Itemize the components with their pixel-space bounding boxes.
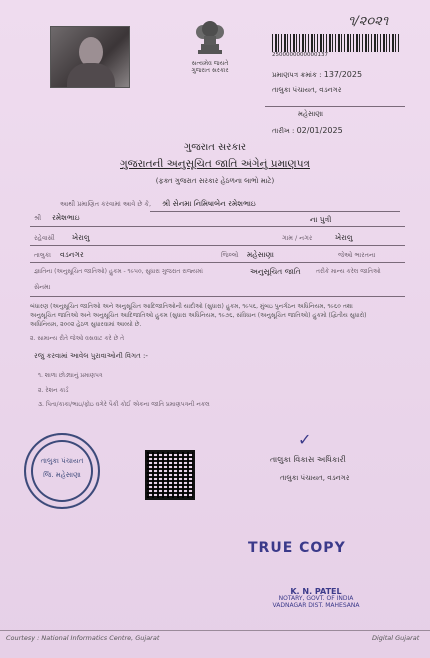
caste-suffix: તરીકે માન્ય કરેલ જાતિઓ	[316, 268, 381, 275]
caste-name: સેનમા	[34, 283, 51, 291]
father-name: રમેશભાઇ	[52, 213, 80, 222]
basis-item-2: ૨. રેશન કાર્ડ	[38, 387, 69, 394]
taluka-label: તાલુકા	[34, 251, 51, 259]
intro-text: આથી પ્રમાણિત કરવામાં આવે છે કે,	[60, 200, 152, 208]
emblem-caption: સત્યમેવ જયતે ગુજરાત સરકાર	[191, 60, 229, 74]
basis-heading: રજુ કરવામાં આવેલ પુરાવાઓની વિગત :-	[34, 352, 148, 360]
village-value: ખેરાલુ	[335, 233, 353, 242]
basis-item-1: ૧. શાળા છોડ્યાનું પ્રમાણપત્ર	[38, 372, 103, 379]
taluka-value: વડનગર	[60, 250, 84, 259]
signatory-office: તાલુકા પંચાયત, વડનગર	[280, 474, 350, 482]
barcode-number: 2500000000000137	[272, 52, 328, 58]
notary-stamp: K. N. PATEL NOTARY, GOVT. OF INDIA VADNAGAR DIST. MAHESANA	[272, 587, 360, 609]
issuing-office: તાલુકા પંચાયત, વડનગર	[272, 86, 342, 94]
father-label: શ્રી	[34, 214, 42, 222]
footer-digital-gujarat: Digital Gujarat	[372, 634, 420, 642]
applicant-name: શ્રી સેનમા નિમિષાબેન રમેશભાઇ	[162, 199, 256, 208]
certificate-number: પ્રમાણપત્ર ક્રમાંક : 137/2025	[272, 70, 363, 79]
qr-code	[145, 450, 195, 500]
govt-title: ગુજરાત સરકાર	[183, 142, 247, 153]
district-value: મહેસાણા	[247, 250, 274, 259]
caste-line: જ્ઞાતિના (અનુસૂચિત જાતિઓ) હુકમ - ૧૯૫૦, સુધારા ગુજરાત રાજ્યમાં	[34, 268, 203, 275]
signature-mark: ✓	[298, 430, 312, 449]
residence-line: ૨. સામાન્ય રીતે જેઓ વસવાટ કરે છે તે	[30, 335, 125, 342]
true-copy-stamp: TRUE COPY	[248, 540, 346, 556]
barcode	[272, 34, 400, 52]
residence-value: ખેરાલુ	[72, 233, 90, 242]
header-district: મહેસાણા	[298, 110, 324, 118]
applicant-photo	[50, 26, 130, 88]
certificate-subtitle: (ફક્ત ગુજરાત સરકાર હેઠળના લાભો માટે)	[155, 177, 275, 185]
legal-paragraph: બંધારણ (અનુસૂચિત જાતિઓ અને અનુસૂચિત આદિજાતિઓની યાદીઓ (સુધારા) હુકમ, ૧૯૫૬, મુંબઇ પુનર્ગઠન અધિનિયમ, ૧૯૬૦ તથા અનુસૂચિત જાતિઓ અને અનુસૂચિત આદિજાતિઓ હુકમ (સુધારા અધિનિયમ, ૧૯૭૬, સંવિધાન (અનુસૂચિત જાતિઓ) હુકમો (દ્વિતીય સુધારો) અધિનિયમ, ૨૦૦૨ હેઠળ સુધારવામાં આવ્યો છે.	[30, 303, 367, 328]
relation-label: ના પુત્રી	[310, 215, 332, 224]
village-label: ગામ / નગર	[282, 234, 313, 242]
issue-date: તારીખ : 02/01/2025	[272, 126, 343, 135]
district-label: જિલ્લો	[221, 251, 239, 259]
handwritten-number: ૧/૨૦૨૧	[348, 14, 389, 29]
residence-label: રહેવાસી	[34, 234, 55, 242]
state-label: જેઓ ભારતના	[338, 251, 376, 259]
office-seal: તાલુકા પંચાયત જિ. મહેસાણા	[24, 433, 100, 509]
caste-value: અનુસૂચિત જાતિ	[250, 267, 301, 276]
footer-courtesy: Courtesy : National Informatics Centre, Gujarat	[6, 634, 160, 642]
signatory-designation: તાલુકા વિકાસ અધિકારી	[270, 455, 346, 464]
basis-item-3: ૩. પિતા/કાકા/ભાઇ/ફોઇ વગેરે પૈકી કોઈ એકના જાતિ પ્રમાણપત્રની નકલ	[38, 401, 210, 408]
certificate-title: ગુજરાતની અનુસૂચિત જાતિ અંગેનું પ્રમાણપત્ર	[120, 158, 310, 170]
state-emblem-icon	[187, 14, 233, 58]
